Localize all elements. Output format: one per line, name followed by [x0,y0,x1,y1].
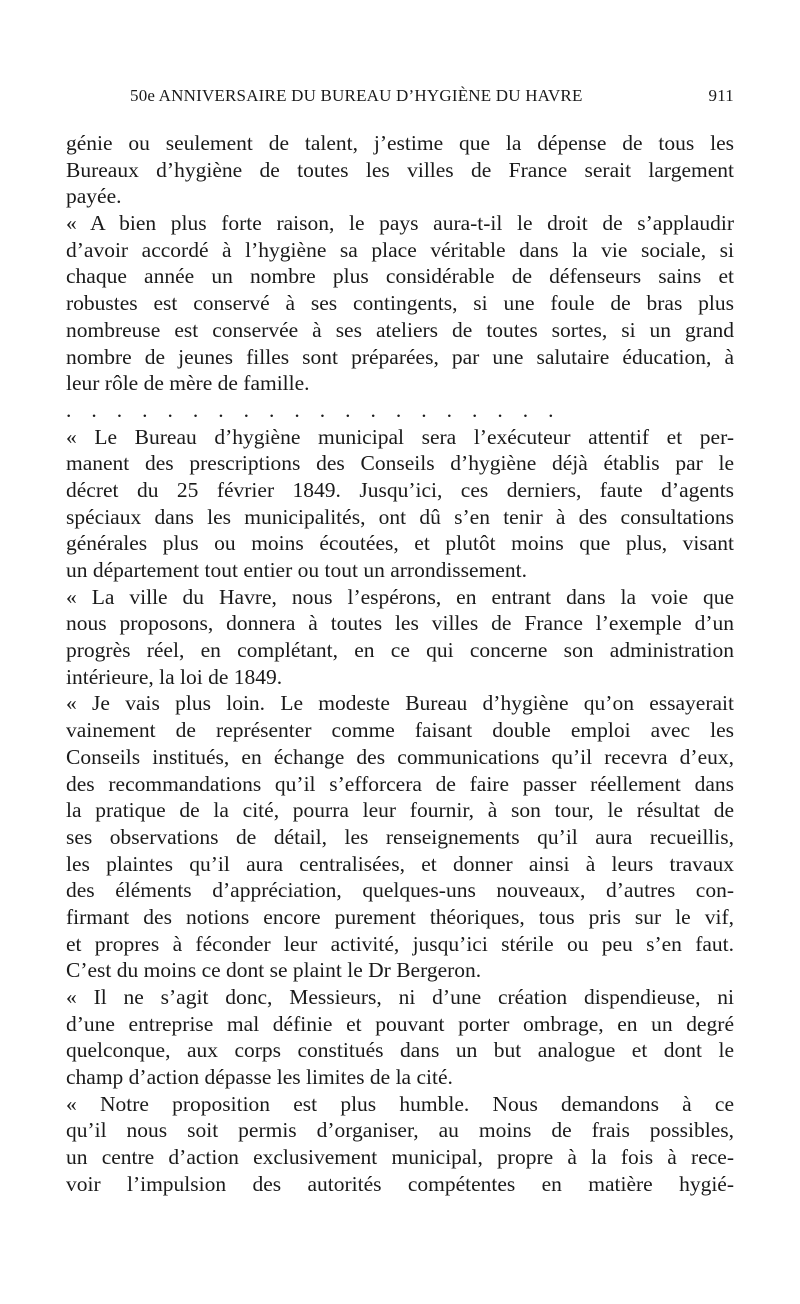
text-line: spéciaux dans les municipalités, ont dû s’en tenir à des consultations [66,504,734,529]
document-page [66,86,734,1198]
text-line: « Le Bureau d’hygiène municipal sera l’exécuteur attentif et per- [66,424,734,449]
text-line: Conseils institués, en échange des communications qu’il recevra d’eux, [66,744,734,769]
text-line: un département tout entier ou tout un arrondissement. [66,558,527,582]
running-header [66,86,734,112]
text-line: « La ville du Havre, nous l’espérons, en entrant dans la voie que [66,584,734,609]
text-line: et propres à féconder leur activité, jusqu’ici stérile ou peu s’en faut. [66,931,734,956]
text-line: robustes est conservé à ses contingents, si une foule de bras plus [66,291,734,316]
text-line: génie ou seulement de talent, j’estime que la dépense de tous les [66,131,734,155]
text-line: « Je vais plus loin. Le modeste Bureau d’hygiène qu’on essayerait [66,691,734,716]
text-line: les plaintes qu’il aura centralisées, et donner ainsi à leurs travaux [66,851,734,876]
text-line: chaque année un nombre plus considérable de défenseurs sains et [66,264,734,289]
text-line: la pratique de la cité, pourra leur fournir, à son tour, le résultat de [66,798,734,823]
text-line: « A bien plus forte raison, le pays aura-t-il le droit de s’applaudir [66,211,734,236]
text-line: progrès réel, en complétant, en ce qui concerne son administration [66,638,734,663]
text-line: des éléments d’appréciation, quelques-uns nouveaux, d’autres con- [66,878,734,903]
page-number: 911 [708,86,734,105]
text-line: qu’il nous soit permis d’organiser, au moins de frais possibles, [66,1118,734,1143]
text-line: d’avoir accordé à l’hygiène sa place véritable dans la vie sociale, si [66,237,734,262]
text-line: quelconque, aux corps constitués dans un but analogue et dont le [66,1038,734,1063]
text-line: d’une entreprise mal définie et pouvant porter ombrage, en un degré [66,1011,734,1036]
text-line: C’est du moins ce dont se plaint le Dr Bergeron. [66,958,482,983]
text-line: nous proposons, donnera à toutes les villes de France l’exemple d’un [66,611,734,636]
text-line: générales plus ou moins écoutées, et plutôt moins que plus, visant [66,531,734,556]
text-line: leur rôle de mère de famille. [66,371,310,396]
body-text [66,130,734,1198]
text-line: décret du 25 février 1849. Jusqu’ici, ces derniers, faute d’agents [66,477,734,502]
text-line: des recommandations qu’il s’efforcera de faire passer réellement dans [66,771,734,796]
text-line: nombreuse est conservée à ses ateliers de toutes sortes, si un grand [66,317,734,342]
text-line: « Il ne s’agit donc, Messieurs, ni d’une création dispendieuse, ni [66,985,734,1009]
text-line: manent des prescriptions des Conseils d’hygiène déjà établis par le [66,451,734,476]
text-line: champ d’action dépasse les limites de la cité. [66,1065,453,1090]
text-line: un centre d’action exclusivement municipal, propre à la fois à rece- [66,1145,734,1170]
text-line: intérieure, la loi de 1849. [66,664,283,689]
text-line: nombre de jeunes filles sont préparées, par une salutaire éducation, à [66,344,734,369]
text-line: payée. [66,184,122,209]
ellipsis-line: .................... [66,397,574,422]
text-line: Bureaux d’hygiène de toutes les villes de France serait largement [66,157,734,182]
running-title: 50e ANNIVERSAIRE DU BUREAU D’HYGIÈNE DU HAVRE [130,86,583,105]
text-line: voir l’impulsion des autorités compétentes en matière hygié- [66,1171,734,1196]
text-line: vainement de représenter comme faisant double emploi avec les [66,718,734,743]
text-line: ses observations de détail, les renseignements qu’il aura recueillis, [66,824,734,849]
text-line: « Notre proposition est plus humble. Nous demandons à ce [66,1091,734,1116]
text-line: firmant des notions encore purement théoriques, tous pris sur le vif, [66,904,734,929]
